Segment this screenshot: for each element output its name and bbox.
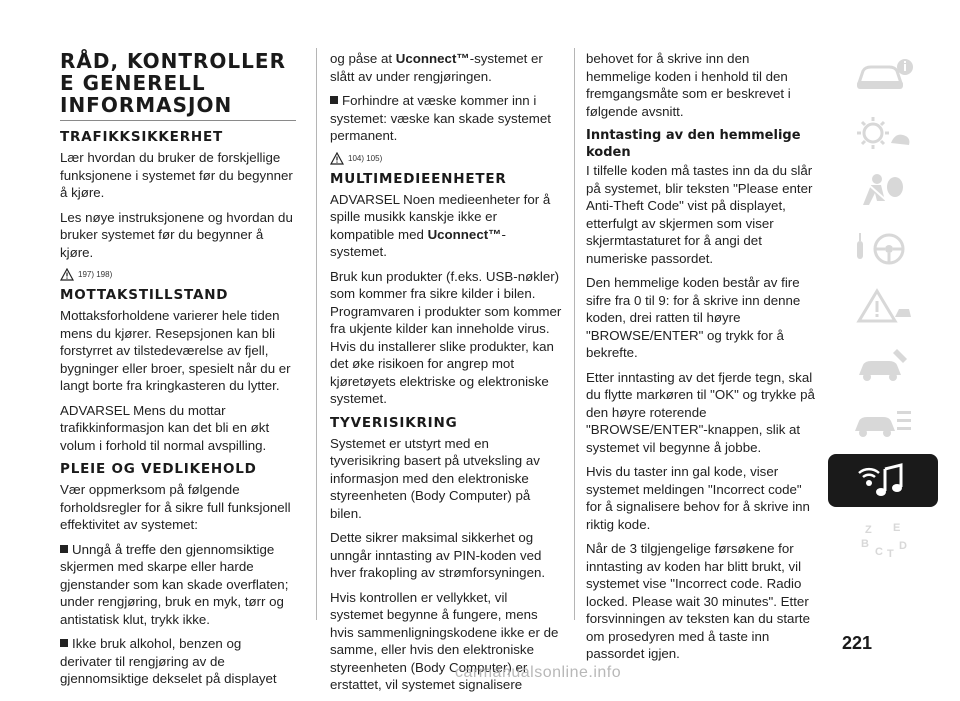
page-number: 221 [842, 633, 873, 653]
paragraph: Lær hvordan du bruker de forskjellige funksjonene i systemet før du begynner å kjøre. [60, 150, 293, 200]
chapter-tab-safety[interactable] [828, 164, 938, 217]
brand-name: Uconnect™ [395, 51, 470, 66]
chapter-tab-emergency[interactable] [828, 280, 938, 333]
index-letter: D [899, 539, 907, 552]
heading-secret-code: Inntasting av den hemmelige koden [586, 128, 801, 160]
index-letter: C [875, 545, 883, 558]
section-title-line2: E GENERELL [60, 71, 206, 95]
index-letter: E [893, 521, 901, 534]
bullet-text: Unngå å treffe den gjennomsiktige skjermen med skarpe eller harde gjenstander som kan skade overflaten; under rengjøring, bruk en myk, tørr og antistatisk klut, trykk ikke. [60, 541, 289, 627]
text-run: ADVARSEL Noen medieenheter for å spille musikk kanskje ikke er kompatible med [330, 191, 551, 242]
paragraph: Bruk kun produkter (f.eks. USB-nøkler) som kommer fra sikre kilder i bilen. Programvaren i produkter som kommer fra ukjente kilder kan inneholde virus. Hvis du installerer slike produkter, kan det øke risikoen for angrep mot kjøretøyets elektriske og elektroniske systemet. [330, 268, 562, 406]
chapter-index-sidebar [828, 48, 938, 570]
watermark: carmanualsonline.info [455, 664, 622, 681]
paragraph [330, 191, 562, 261]
paragraph: Dette sikrer maksimal sikkerhet og unngår inntasting av PIN-koden ved hver frakopling av strømforsyningen. [330, 530, 546, 580]
text-run: og påse at [330, 51, 396, 66]
brand-name: Uconnect™ [427, 226, 502, 242]
column-divider [574, 48, 575, 620]
bullet-item [60, 541, 296, 629]
column-middle [330, 50, 562, 701]
bullet-item [60, 635, 296, 688]
text-run: -systemet. [330, 226, 506, 259]
safety-airbag-icon [851, 171, 915, 211]
paragraph: Les nøye instruksjonene og hvordan du bruker systemet før du begynner å kjøre. [60, 209, 293, 260]
paragraph: Etter inntasting av det fjerde tegn, skal du flytte markøren til "OK" og trykke på den høyre roterende "BROWSE/ENTER"-knappen, slik at systemet vil begynne å jobbe. [586, 369, 815, 455]
index-letter: Z [865, 523, 872, 536]
paragraph: Hvis du taster inn gal kode, viser systemet meldingen "Incorrect code" for å signalisere behov for å skrive inn riktig kode. [586, 464, 810, 532]
column-right [586, 50, 816, 670]
index-letters-icon [851, 519, 915, 559]
paragraph [330, 50, 562, 85]
key-steering-wheel-icon [851, 229, 915, 269]
paragraph: Systemet er utstyrt med en tyverisikring basert på utveksling av informasjon med den elektroniske styreenheten (Body Computer) på bilen. [330, 435, 540, 521]
section-title [60, 50, 296, 116]
warning-reference [330, 152, 562, 165]
heading-reception: MOTTAKSTILLSTAND [60, 287, 229, 303]
heading-traffic-safety: TRAFIKKSIKKERHET [60, 129, 224, 145]
car-info-icon [851, 55, 915, 95]
index-letter: T [887, 547, 894, 559]
chapter-tab-multimedia[interactable] [828, 454, 938, 507]
index-letter: B [861, 537, 869, 550]
bullet-text: Forhindre at væske kommer inn i systemet: væske kan skade systemet permanent. [330, 93, 551, 143]
paragraph: I tilfelle koden må tastes inn da du slår på systemet, blir teksten "Please enter Anti-Theft Code" vist på displayet, etterfulgt av skjermen som viser skjermtastaturet for å angi det numeriske passordet. [586, 163, 813, 266]
section-title-line3: INFORMASJON [60, 93, 233, 117]
text-run: -systemet er slått av under rengjøringen. [330, 51, 543, 84]
column-divider [316, 48, 317, 620]
paragraph: Den hemmelige koden består av fire sifre fra 0 til 9: for å skrive inn denne koden, drei ratten til høyre "BROWSE/ENTER" og trykk for å bekrefte. [586, 275, 801, 360]
warning-refs: 104) 105) [348, 153, 383, 163]
paragraph: behovet for å skrive inn den hemmelige koden i henhold til den fremgangsmåte som er beskrevet i følgende avsnitt. [586, 51, 791, 119]
heading-care: PLEIE OG VEDLIKEHOLD [60, 461, 257, 477]
paragraph: Vær oppmerksom på følgende forholdsregler for å sikre full funksjonell effektivitet av systemet: [60, 482, 291, 532]
column-left [60, 50, 296, 695]
bullet-square-icon [330, 96, 338, 104]
bullet-square-icon [60, 545, 68, 553]
heading-anti-theft: TYVERISIKRING [330, 414, 458, 431]
bullet-text: Ikke bruk alkohol, benzen og derivater til rengjøring av de gjennomsiktige dekselet på displayet [60, 636, 277, 686]
car-service-wrench-icon [851, 345, 915, 385]
chapter-tab-index[interactable] [828, 512, 938, 565]
chapter-tab-starting-driving[interactable] [828, 222, 938, 275]
chapter-tab-maintenance[interactable] [828, 338, 938, 391]
paragraph: ADVARSEL Mens du mottar trafikkinformasjon kan det bli en økt volum i forhold til normal avspilling. [60, 402, 270, 453]
section-title-line1: RÅD, KONTROLLER [60, 49, 286, 73]
warning-reference [60, 268, 296, 281]
paragraph: Mottaksforholdene varierer hele tiden mens du kjører. Resepsjonen kan bli forstyrret av tilstedeværelse av fjell, bygninger eller broer, spesielt når du er langt borte fra kringkasteren du lytter. [60, 308, 291, 393]
warning-refs: 197) 198) [78, 270, 113, 279]
bullet-item [330, 92, 562, 145]
paragraph: Når de 3 tilgjengelige førsøkene for inntasting av koden har blitt brukt, vil systemet vise "Incorrect code. Radio locked. Please wait 30 minutes". Etter forsvinningen av teksten kan du starte om prosedyren med å taste inn passordet igjen. [586, 541, 810, 661]
chapter-tab-specifications[interactable] [828, 396, 938, 449]
specs-data-icon [851, 403, 915, 443]
bullet-square-icon [60, 639, 68, 647]
dashboard-lights-icon [851, 113, 915, 153]
warning-triangle-icon [330, 152, 344, 165]
title-divider [60, 120, 296, 121]
multimedia-icon [851, 461, 915, 501]
chapter-tab-dashboard-lights[interactable] [828, 106, 938, 159]
warning-triangle-car-icon [851, 287, 915, 327]
heading-multimedia: MULTIMEDIEENHETER [330, 170, 507, 187]
chapter-tab-car-info[interactable] [828, 48, 938, 101]
warning-triangle-icon [60, 268, 74, 281]
paragraph: Hvis kontrollen er vellykket, vil systemet begynne å fungere, mens hvis sammenligningskodene ikke er de samme, eller hvis den elektroniske styreenheten (Body Computer) er erstattet, vil systemet signalisere [330, 589, 559, 692]
